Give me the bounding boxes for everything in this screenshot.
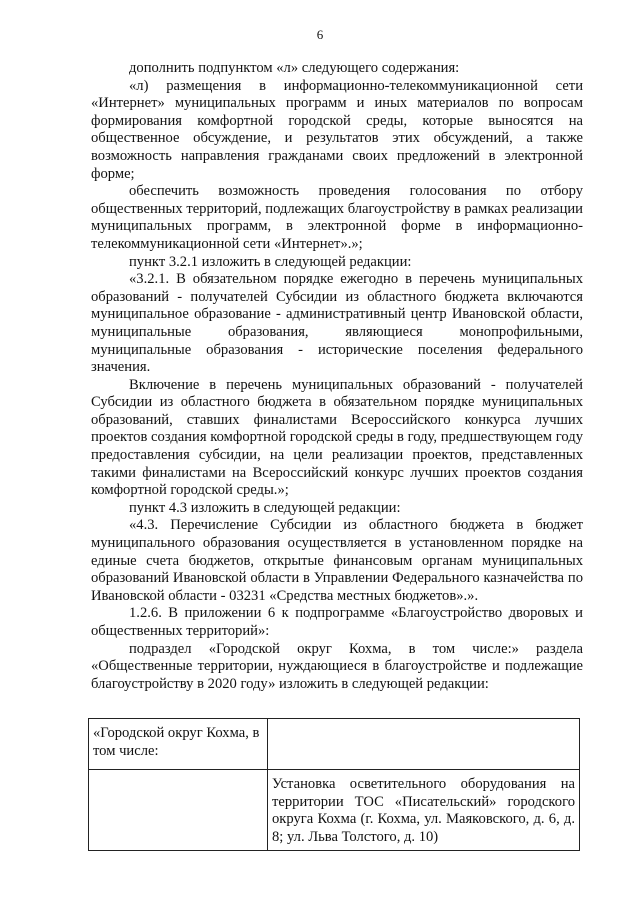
paragraph: пункт 4.3 изложить в следующей редакции: <box>129 499 401 516</box>
territories-table <box>88 718 580 851</box>
document-body <box>91 60 583 693</box>
table-cell <box>268 719 580 770</box>
paragraph: пункт 3.2.1 изложить в следующей редакции: <box>129 253 412 270</box>
table-cell: Установка осветительного оборудования на территории ТОС «Писательский» городского округа Кохма (г. Кохма, ул. Маяковского, д. 6, д. 8; ул. Льва Толстого, д. 10) <box>268 770 580 851</box>
table-cell <box>89 770 268 851</box>
paragraph: 1.2.6. В приложении 6 к подпрограмме «Благоустройство дворовых и общественных территорий»: <box>91 605 583 639</box>
paragraph: Включение в перечень муниципальных образований - получателей Субсидии из областного бюджета в обязательном порядке муниципальных образований, ставших финалистами Всероссийского конкурса лучших проектов создания комфортной городской среды в году, предшествующем году предоставления субсидии, на цели реализации проектов, представленных такими финалистами на Всероссийский конкурс лучших проектов создания комфортной городской среды.»; <box>91 376 583 499</box>
table-cell: «Городской округ Кохма, в том числе: <box>89 719 268 770</box>
paragraph: «4.3. Перечисление Субсидии из областного бюджета в бюджет муниципального образования осуществляется в установленном порядке на единые счета бюджетов, открытые финансовым органам муниципальных образований Ивановской области в Управлении Федерального казначейства по Ивановской области - 03231 «Средства местных бюджетов».». <box>91 517 583 604</box>
paragraph: «л) размещения в информационно-телекоммуникационной сети «Интернет» муниципальных программ и иных материалов по вопросам формирования комфортной городской среды, которые выносятся на общественное обсуждение, и результатов этих обсуждений, а также возможность направления гражданами своих предложений в электронной форме; <box>91 77 583 182</box>
paragraph: «3.2.1. В обязательном порядке ежегодно в перечень муниципальных образований - получателей Субсидии из областного бюджета включаются муниципальное образование - административный центр Ивановской области, муниципальные образования, являющиеся монопрофильными, муниципальные образования - исторические поселения федерального значения. <box>91 271 583 376</box>
paragraph: обеспечить возможность проведения голосования по отбору общественных территорий, подлежащих благоустройству в рамках реализации муниципальных программ, в электронной форме в информационно-телекоммуникационной сети «Интернет».»; <box>91 183 583 252</box>
paragraph: дополнить подпунктом «л» следующего содержания: <box>129 60 460 76</box>
table-row <box>89 770 580 851</box>
paragraph: подраздел «Городской округ Кохма, в том числе:» раздела «Общественные территории, нуждающиеся в благоустройстве и подлежащие благоустройству в 2020 году» изложить в следующей редакции: <box>91 640 583 692</box>
page-number: 6 <box>316 27 324 42</box>
table-row <box>89 719 580 770</box>
